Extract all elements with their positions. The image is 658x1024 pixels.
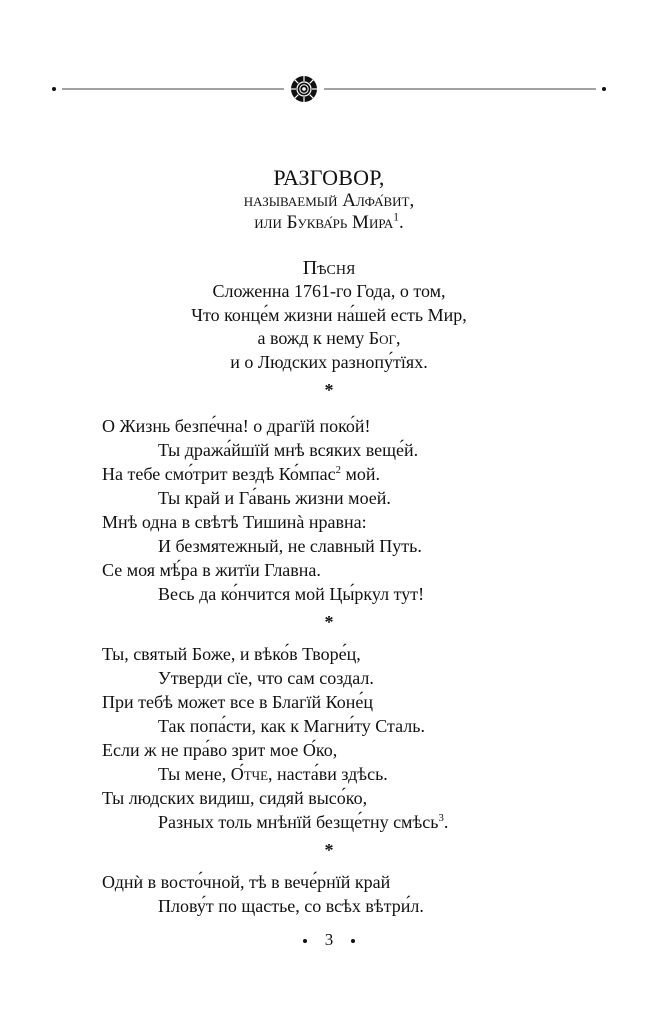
- song-line-3c: ,: [396, 328, 401, 348]
- page-number: 3: [324, 930, 334, 949]
- song-line-2: Что конце́м жизни на́шей есть Мир,: [191, 304, 467, 325]
- stanza-1-line-8: Весь да ко́нчится мой Цы́ркул тут!: [158, 584, 425, 604]
- title-subtitle-2-text: или Буква́рь Мира: [254, 212, 394, 233]
- stanza-1-line-6: И безмятежный, не славный Путь.: [158, 536, 422, 556]
- ornament-left-dot: [52, 87, 56, 91]
- stanza-1-line-5: Мнѣ одна в свѣтѣ Тишинà нравна:: [102, 512, 367, 532]
- rosette-icon: [291, 76, 317, 102]
- stanza-2-line-7: Ты людских видиш, сидяй высо́ко,: [102, 788, 368, 808]
- song-line-3: [0, 327, 658, 351]
- stanza-2-line-6a: Ты мене, О́: [158, 764, 244, 784]
- song-line-4: и о Людских разнопу́тїях.: [230, 351, 428, 372]
- page-number-right-dot: [351, 939, 355, 943]
- song-line-3a: а вожд к нему: [257, 328, 369, 348]
- song-block: [0, 256, 658, 374]
- page-number-footer: [0, 930, 658, 950]
- stanza-1-line-7: Се моя мѣ́ра в житїи Главна.: [102, 560, 321, 580]
- stanza-2-line-2: Утверди сїе, что сам создал.: [158, 668, 374, 688]
- stanza-2-line-6b: тче: [243, 764, 269, 784]
- stanza-2-line-3: При тебѣ может все в Благїй Коне́ц: [102, 692, 373, 712]
- stanza-1-line-3b: мой.: [340, 464, 381, 484]
- title-subtitle-2: [0, 212, 658, 234]
- separator-star-2: *: [324, 612, 334, 632]
- footnote-1-marker: 1: [393, 211, 399, 224]
- title-subtitle-1: называемый Алфа́вит,: [243, 190, 415, 211]
- stanza-2-line-1: Ты, святый Боже, и вѣко́в Творе́ц,: [102, 644, 361, 664]
- stanza-2-line-8b: .: [443, 812, 449, 832]
- separator-star-1: *: [324, 380, 334, 400]
- stanza-2-line-6: [102, 762, 622, 786]
- stanza-1-line-4: Ты край и Га́вань жизни моей.: [158, 488, 391, 508]
- stanza-3-line-1: Однѝ в восто́чной, тѣ в вече́рнїй край: [102, 872, 391, 892]
- ornament-right-dot: [602, 87, 606, 91]
- stanza-3-line-2: Плову́т по щастье, со всѣх вѣтри́л.: [158, 896, 424, 916]
- footnote-2-marker: 2: [335, 464, 341, 476]
- stanza-1-line-3: [102, 462, 622, 486]
- stanza-2-line-6c: , наста́ви здѣсь.: [268, 764, 388, 784]
- footnote-3-marker: 3: [438, 812, 444, 824]
- page-number-left-dot: [303, 939, 307, 943]
- stanza-3: [102, 870, 622, 918]
- separator-star-3: *: [324, 840, 334, 860]
- stanza-2-line-8a: Разных толь мнѣнїй безще́тну смѣсь: [158, 812, 439, 832]
- song-title: Пѣсня: [302, 257, 356, 279]
- stanza-1-line-3a: На тебе смо́трит вездѣ Ко́мпас: [102, 464, 336, 484]
- stanza-2-line-8: [102, 810, 622, 834]
- title-block: [0, 166, 658, 234]
- ornament-divider: [50, 72, 608, 108]
- song-line-1: Сложенна 1761-го Года, о том,: [212, 281, 446, 301]
- stanza-1-line-1: О Жизнь безпе́чна! о драгїй поко́й!: [102, 416, 371, 436]
- stanza-2-line-5: Если ж не пра́во зрит мое О́ко,: [102, 740, 338, 760]
- stanza-1: [102, 414, 622, 606]
- stanza-2: [102, 642, 622, 834]
- stanza-1-line-2: Ты дража́йшїй мнѣ всяких веще́й.: [158, 440, 419, 460]
- title-main: РАЗГОВОР,: [273, 165, 385, 190]
- title-subtitle-2-end: .: [399, 212, 404, 233]
- song-line-3b: Бог: [368, 328, 397, 348]
- stanza-2-line-4: Так попа́сти, как к Магни́ту Сталь.: [158, 716, 425, 736]
